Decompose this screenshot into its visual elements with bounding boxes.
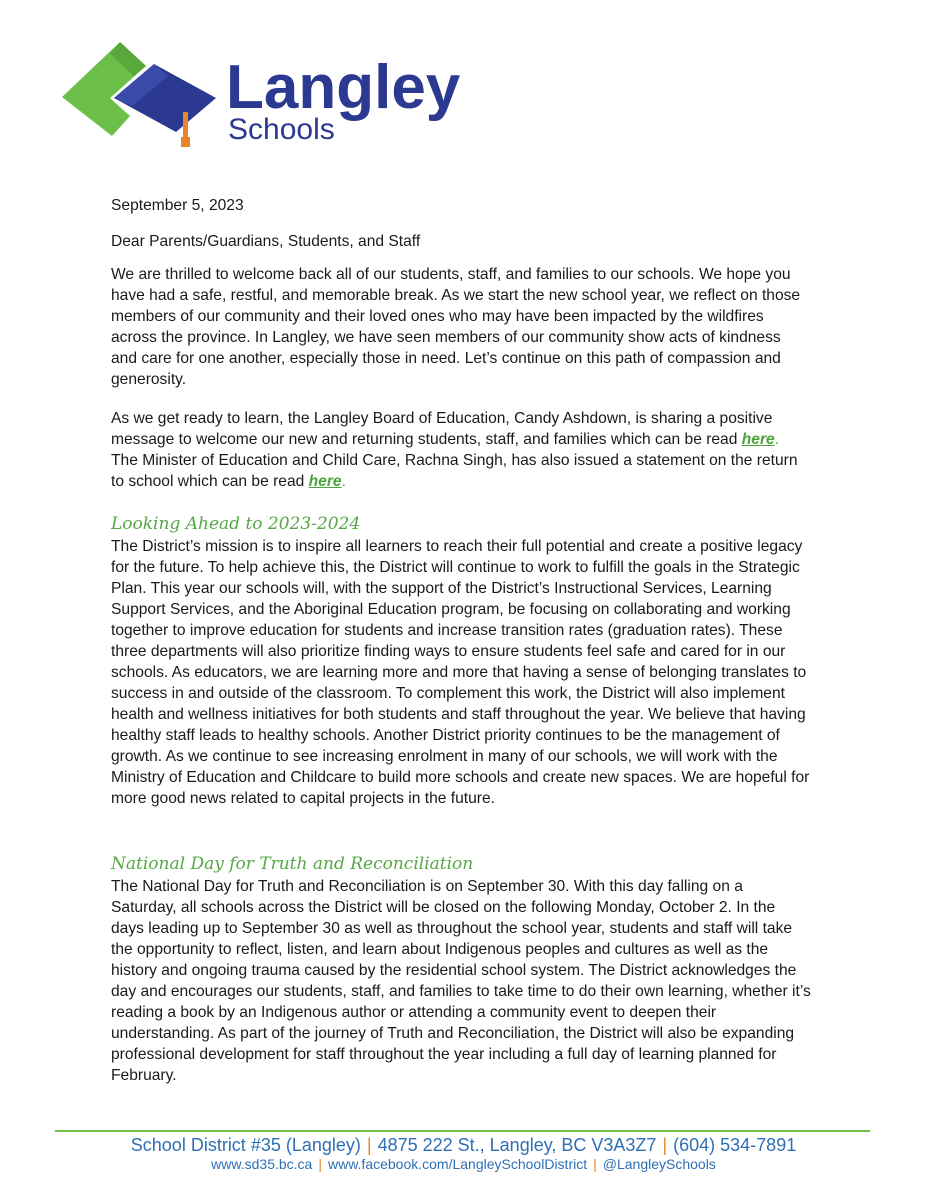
district-name: School District #35 (Langley) — [130, 1135, 361, 1155]
footer-contact-line — [0, 1133, 927, 1157]
section-body: The District’s mission is to inspire all learners to reach their full potential and create a positive legacy for the future. To help achieve this, the District will continue to work to fulfill the goals in the Strategic Plan. This year our schools will, with the support of the District’s Instructional Services, Learning Support Services, and the Aboriginal Education program, be focusing on collaborating and working together to improve education for students and increase transition rates (graduation rates). These three departments will also prioritize finding ways to ensure students feel safe and cared for in our schools. As educators, we are learning more and more that having a sense of belonging translates to success in and outside of the classroom. To complement this work, the District will also implement health and wellness initiatives for both students and staff throughout the year. We believe that having healthy staff leads to healthy schools. Another District priority continues to be the management of growth. As we continue to see increasing enrolment in many of our schools, we will work with the Ministry of Education and Childcare to build more schools and create new spaces. We are hopeful for more good news related to capital projects in the future. — [111, 538, 810, 807]
separator: | — [366, 1135, 372, 1155]
welcome-paragraph: We are thrilled to welcome back all of our students, staff, and families to our schools. We hope you have had a safe, restful, and memorable break. As we start the new school year, we reflect on those members of our community and their loved ones who may have been impacted by the wildfires across the province. In Langley, we have seen members of our community show acts of kindness and care for one another, especially those in need. Let’s continue on this path of compassion and generosity. — [111, 266, 801, 388]
svg-text:Schools: Schools — [228, 113, 335, 146]
svg-text:Langley: Langley — [226, 53, 461, 122]
message-paragraph — [111, 408, 811, 492]
district-phone: (604) 534-7891 — [673, 1135, 797, 1155]
period: . — [341, 473, 346, 490]
board-message-link[interactable]: here — [741, 431, 775, 448]
section-heading: Looking Ahead to 2023-2024 — [111, 514, 361, 534]
minister-statement-link[interactable]: here — [308, 473, 342, 490]
footer-divider — [55, 1130, 870, 1132]
section-truth-reconciliation — [111, 852, 811, 1086]
facebook-link[interactable]: www.facebook.com/LangleySchoolDistrict — [327, 1156, 588, 1172]
letter-date: September 5, 2023 — [111, 197, 244, 214]
social-handle-link[interactable]: @LangleySchools — [602, 1156, 716, 1172]
salutation: Dear Parents/Guardians, Students, and Staff — [111, 233, 421, 250]
period: . — [774, 431, 780, 448]
footer-links-line — [0, 1155, 927, 1173]
section-heading: National Day for Truth and Reconciliation — [111, 854, 474, 874]
graduation-cap-s-logo-icon — [58, 40, 478, 155]
district-address: 4875 222 St., Langley, BC V3A3Z7 — [377, 1135, 657, 1155]
langley-schools-logo — [58, 40, 478, 155]
section-body: The National Day for Truth and Reconciliation is on September 30. With this day falling on a Saturday, all schools across the District will be closed on the following Monday, October 2. In the days leading up to September 30 as well as throughout the school year, students and staff will take the opportunity to reflect, listen, and learn about Indigenous peoples and cultures as well as the history and ongoing trauma caused by the residential school system. The District acknowledges the day and encourages our students, staff, and families to take time to do their own learning, whether it’s reading a book by an Indigenous author or attending a community event to deepen their understanding. As part of the journey of Truth and Reconciliation, the District will also be expanding professional development for staff throughout the year including a full day of learning planned for February. — [111, 878, 811, 1084]
message-text: As we get ready to learn, the Langley Board of Education, Candy Ashdown, is sharing a positive message to welcome our new and returning students, staff, and families which can be read — [111, 410, 773, 448]
section-looking-ahead — [111, 512, 811, 809]
separator: | — [318, 1156, 322, 1172]
minister-text: The Minister of Education and Child Care, Rachna Singh, has also issued a statement on the return to school which can be read — [111, 452, 798, 490]
separator: | — [662, 1135, 668, 1155]
website-link[interactable]: www.sd35.bc.ca — [211, 1156, 313, 1172]
separator: | — [593, 1156, 597, 1172]
